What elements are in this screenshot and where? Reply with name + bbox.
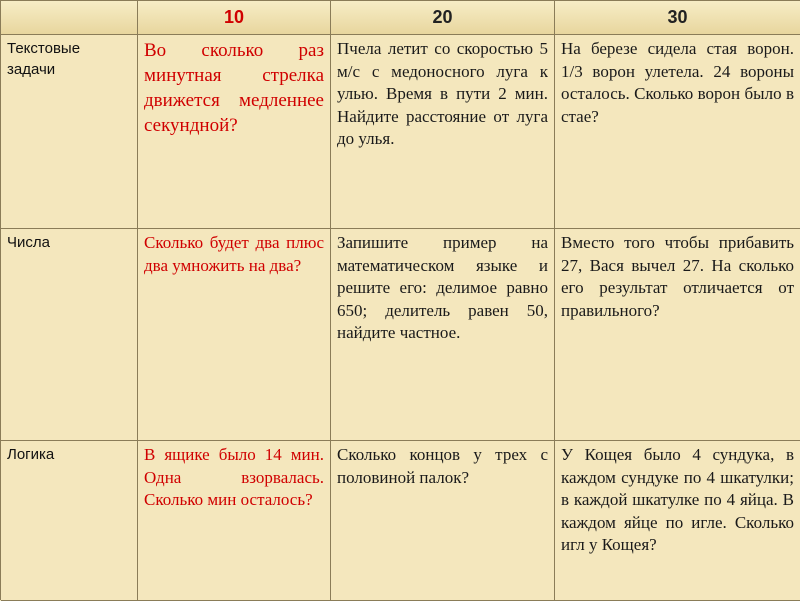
row-label-text-problems: Текстовые задачи [1, 35, 138, 229]
header-col-10[interactable]: 10 [138, 1, 331, 35]
header-col-20[interactable]: 20 [331, 1, 555, 35]
question-numbers-20[interactable]: Запишите пример на математическом языке и решите его: делимое равно 650; делитель равен 50, найдите частное. [331, 229, 555, 441]
row-label-numbers: Числа [1, 229, 138, 441]
question-numbers-30[interactable]: Вместо того чтобы прибавить 27, Вася вычел 27. На сколько его результат отличается от правильного? [555, 229, 800, 441]
question-numbers-10[interactable]: Сколько будет два плюс два умножить на два? [138, 229, 331, 441]
header-corner-cell [1, 1, 138, 35]
question-text-problems-10[interactable]: Во сколько раз минутная стрелка движется медленнее секундной? [138, 35, 331, 229]
question-text-problems-20[interactable]: Пчела летит со скоростью 5 м/с с медоносного луга к улью. Время в пути 2 мин. Найдите расстояние от луга до улья. [331, 35, 555, 229]
question-logic-30[interactable]: У Кощея было 4 сундука, в каждом сундуке по 4 шкатулки; в каждой шкатулке по 4 яйца. В каждом яйце по игле. Сколько игл у Кощея? [555, 441, 800, 601]
row-label-logic: Логика [1, 441, 138, 601]
question-logic-20[interactable]: Сколько концов у трех с половиной палок? [331, 441, 555, 601]
question-text-problems-30[interactable]: На березе сидела стая ворон. 1/3 ворон улетела. 24 вороны осталось. Сколько ворон было в стае? [555, 35, 800, 229]
header-col-30[interactable]: 30 [555, 1, 800, 35]
question-logic-10[interactable]: В ящике было 14 мин. Одна взорвалась. Сколько мин осталось? [138, 441, 331, 601]
